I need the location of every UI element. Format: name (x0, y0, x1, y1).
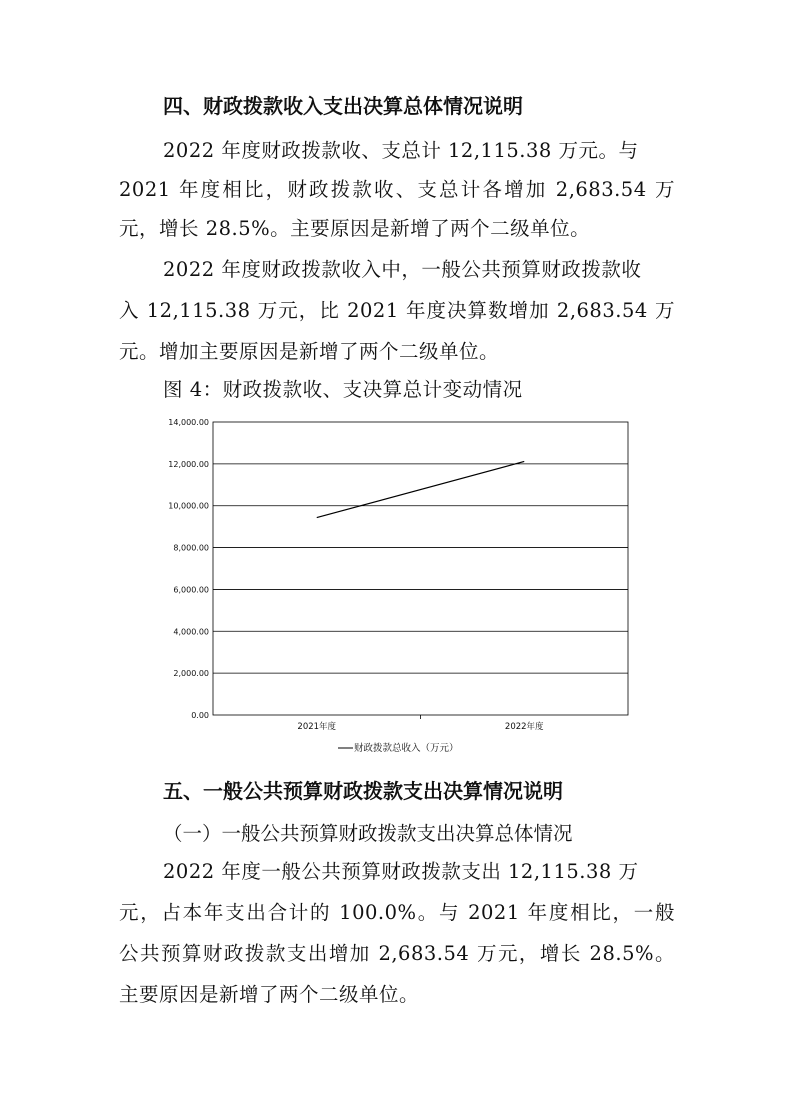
y-tick-label: 6,000.00 (173, 585, 209, 595)
x-tick-label: 2022年度 (504, 722, 544, 732)
legend-label: 财政拨款总收入（万元） (354, 743, 459, 754)
y-tick-label: 8,000.00 (173, 543, 209, 553)
section5-heading: 五、一般公共预算财政拨款支出决算情况说明 (163, 779, 563, 803)
s4-para1-line2: 2021 年度相比，财政拨款收、支总计各增加 2,683.54 万 (119, 178, 675, 201)
section5-subheading: （一）一般公共预算财政拨款支出决算总体情况 (163, 822, 573, 845)
y-tick-label: 14,000.00 (168, 418, 209, 427)
s4-para2-line2: 入 12,115.38 万元，比 2021 年度决算数增加 2,683.54 万 (119, 299, 675, 322)
figure-caption: 图 4：财政拨款收、支决算总计变动情况 (163, 378, 523, 401)
y-tick-label: 4,000.00 (173, 627, 209, 637)
y-tick-label: 2,000.00 (173, 669, 209, 679)
budget-line-chart (150, 408, 640, 758)
section4-heading: 四、财政拨款收入支出决算总体情况说明 (163, 94, 523, 118)
y-tick-label: 0.00 (191, 711, 209, 720)
y-tick-label: 10,000.00 (168, 501, 209, 511)
s5-para1-line3: 公共预算财政拨款支出增加 2,683.54 万元，增长 28.5%。 (119, 942, 675, 965)
s5-para1-line4: 主要原因是新增了两个二级单位。 (119, 983, 420, 1006)
plot-area (213, 422, 628, 715)
y-tick-label: 12,000.00 (168, 459, 209, 469)
x-tick-label: 2021年度 (297, 722, 337, 732)
s5-para1-line1: 2022 年度一般公共预算财政拨款支出 12,115.38 万 (163, 860, 639, 883)
s4-para2-line1: 2022 年度财政拨款收入中，一般公共预算财政拨款收 (163, 258, 642, 281)
s4-para1-line1: 2022 年度财政拨款收、支总计 12,115.38 万元。与 (163, 139, 639, 162)
s4-para2-line3: 元。增加主要原因是新增了两个二级单位。 (119, 340, 500, 363)
s4-para1-line3: 元，增长 28.5%。主要原因是新增了两个二级单位。 (119, 217, 591, 240)
s5-para1-line2: 元，占本年支出合计的 100.0%。与 2021 年度相比，一般 (119, 901, 675, 924)
